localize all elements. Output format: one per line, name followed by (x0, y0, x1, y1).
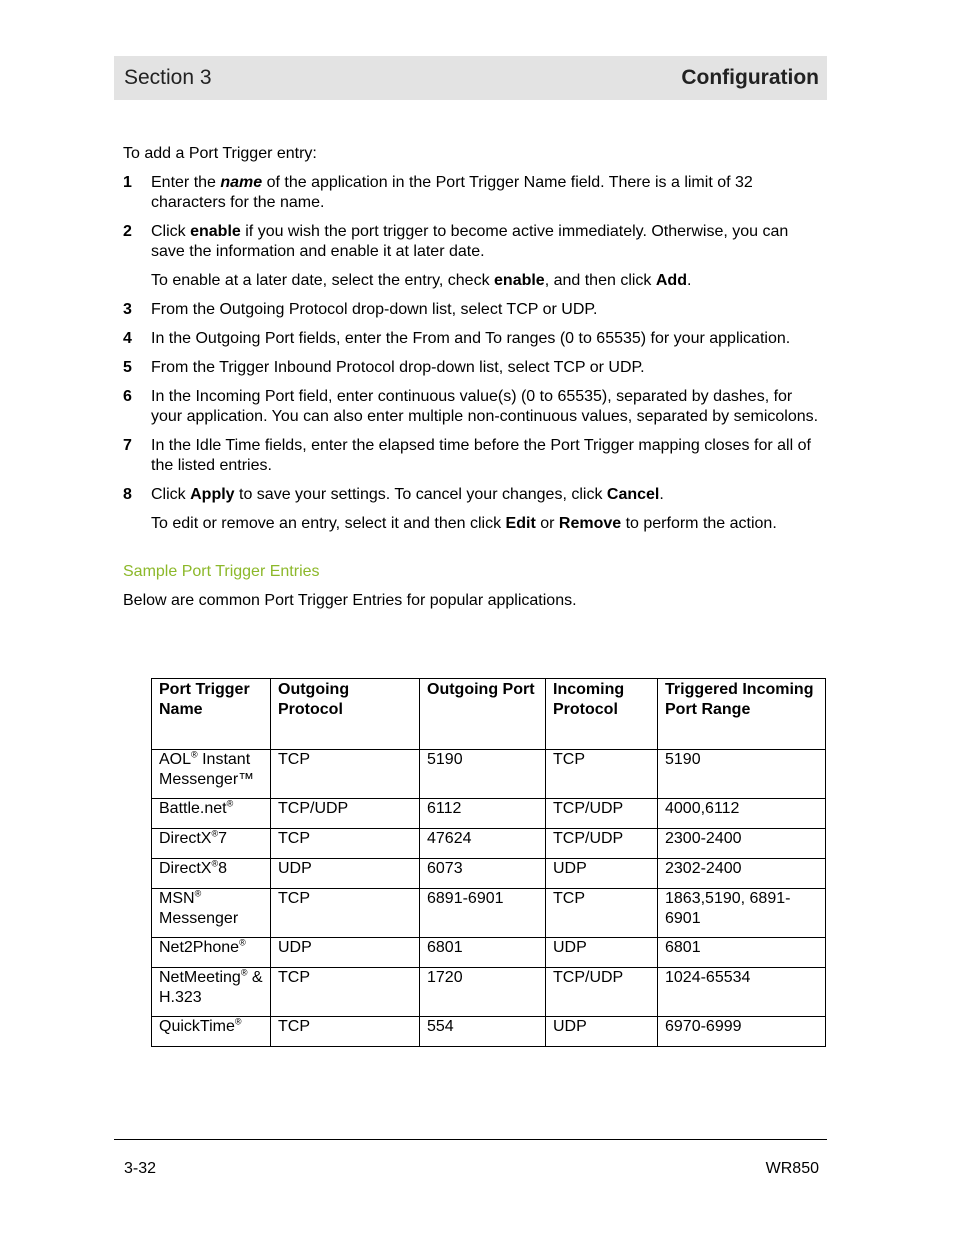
cell-outgoing-protocol: TCP (271, 1017, 420, 1047)
cell-outgoing-protocol: TCP (271, 968, 420, 1017)
section-title: Sample Port Trigger Entries (123, 563, 320, 580)
text-run: NetMeeting (159, 969, 241, 986)
cell-name (152, 750, 271, 799)
text-run: Click (151, 223, 191, 240)
section-lead: Below are common Port Trigger Entries for popular applications. (123, 592, 577, 609)
step-item (123, 222, 823, 262)
cell-incoming-protocol: UDP (546, 1017, 658, 1047)
cell-triggered-range: 6970-6999 (658, 1017, 826, 1047)
text-run: In the Idle Time fields, enter the elapsed time before the Port Trigger mapping closes for all of the listed entries. (151, 437, 811, 474)
text-run: QuickTime (159, 1018, 235, 1035)
step-number: 3 (123, 301, 132, 318)
text-run: of the application in the Port Trigger Name field. There is a limit of 32 characters for the name. (151, 174, 753, 211)
step-item (123, 329, 823, 349)
text-run: Instant Messenger™ (159, 751, 255, 788)
registered-mark: ® (239, 937, 246, 948)
cell-name (152, 968, 271, 1017)
step-number: 1 (123, 174, 132, 191)
table-row (152, 859, 826, 889)
col-header-outgoing-port: Outgoing Port (420, 679, 546, 750)
step-item (123, 173, 823, 213)
cell-name (152, 829, 271, 859)
step-number: 4 (123, 330, 132, 347)
footer-rule (114, 1139, 827, 1140)
emphasis-text: Remove (558, 515, 622, 532)
section-label: Section 3 (124, 66, 212, 89)
col-header-triggered-range: Triggered Incoming Port Range (658, 679, 826, 750)
cell-name (152, 859, 271, 889)
cell-triggered-range: 1863,5190, 6891-6901 (658, 889, 826, 938)
text-run: Battle.net (159, 800, 227, 817)
cell-outgoing-protocol: UDP (271, 938, 420, 968)
cell-outgoing-port: 47624 (420, 829, 546, 859)
text-run: to save your settings. To cancel your changes, click (234, 486, 607, 503)
text-run: Messenger (159, 910, 239, 927)
cell-outgoing-protocol: TCP (271, 750, 420, 799)
text-run: Click (151, 486, 191, 503)
cell-name (152, 1017, 271, 1047)
text-run: Net2Phone (159, 939, 240, 956)
text-run: Enter the (151, 174, 221, 191)
cell-triggered-range: 2300-2400 (658, 829, 826, 859)
table-row (152, 889, 826, 938)
text-run: From the Outgoing Protocol drop-down list, select TCP or UDP. (151, 301, 598, 318)
cell-incoming-protocol: TCP/UDP (546, 829, 658, 859)
text-run: DirectX (159, 860, 212, 877)
chapter-title: Configuration (681, 66, 819, 89)
cell-incoming-protocol: TCP (546, 889, 658, 938)
text-run: To enable at a later date, select the entry, check (151, 272, 495, 289)
page-header (114, 56, 827, 100)
emphasis-text: Cancel (606, 486, 660, 503)
text-run: or (535, 515, 559, 532)
cell-incoming-protocol: TCP/UDP (546, 968, 658, 1017)
text-run: In the Incoming Port field, enter continuous value(s) (0 to 65535), separated by dashes, for your application. You can also enter multiple non-continuous values, separated by semicolons. (151, 388, 819, 425)
step-item (123, 485, 823, 505)
cell-triggered-range: 6801 (658, 938, 826, 968)
emphasis-text: Add (655, 272, 687, 289)
table-row (152, 829, 826, 859)
text-run: 8 (218, 860, 227, 877)
cell-incoming-protocol: UDP (546, 938, 658, 968)
page-number: 3-32 (124, 1160, 157, 1177)
cell-outgoing-protocol: UDP (271, 859, 420, 889)
registered-mark: ® (211, 828, 219, 839)
col-header-incoming-protocol: Incoming Protocol (546, 679, 658, 750)
cell-outgoing-port: 6801 (420, 938, 546, 968)
step-note (123, 271, 823, 291)
registered-mark: ® (240, 967, 248, 978)
cell-incoming-protocol: UDP (546, 859, 658, 889)
registered-mark: ® (194, 888, 202, 899)
cell-outgoing-port: 6112 (420, 799, 546, 829)
product-model: WR850 (765, 1160, 819, 1177)
step-item (123, 300, 823, 320)
cell-outgoing-port: 554 (420, 1017, 546, 1047)
cell-name (152, 938, 271, 968)
table-row (152, 1017, 826, 1047)
steps-list (123, 173, 823, 534)
table-row (152, 968, 826, 1017)
table-row (152, 938, 826, 968)
text-run: , and then click (544, 272, 656, 289)
col-header-outgoing-protocol: Outgoing Protocol (271, 679, 420, 750)
registered-mark: ® (226, 798, 234, 809)
step-item (123, 387, 823, 427)
text-run: DirectX (159, 830, 212, 847)
step-number: 2 (123, 223, 132, 240)
emphasis-text: name (220, 174, 263, 191)
text-run: AOL (159, 751, 192, 768)
step-number: 7 (123, 437, 132, 454)
emphasis-text: Edit (505, 515, 536, 532)
emphasis-text: Apply (190, 486, 235, 503)
step-item (123, 436, 823, 476)
table-header-row (152, 679, 826, 750)
registered-mark: ® (234, 1016, 242, 1027)
table-body (152, 750, 826, 1047)
text-run: . (686, 272, 692, 289)
cell-incoming-protocol: TCP/UDP (546, 799, 658, 829)
cell-triggered-range: 4000,6112 (658, 799, 826, 829)
intro-text: To add a Port Trigger entry: (123, 145, 317, 162)
text-run: 7 (218, 830, 227, 847)
table-row (152, 750, 826, 799)
text-run: MSN (159, 890, 195, 907)
text-run: to perform the action. (621, 515, 777, 532)
registered-mark: ® (191, 749, 198, 760)
step-item (123, 358, 823, 378)
cell-outgoing-protocol: TCP/UDP (271, 799, 420, 829)
text-run: . (659, 486, 664, 503)
cell-triggered-range: 5190 (658, 750, 826, 799)
step-note (123, 514, 823, 534)
cell-triggered-range: 1024-65534 (658, 968, 826, 1017)
cell-name (152, 889, 271, 938)
table-row (152, 799, 826, 829)
port-trigger-table (151, 678, 826, 1047)
cell-incoming-protocol: TCP (546, 750, 658, 799)
cell-outgoing-port: 6073 (420, 859, 546, 889)
step-number: 5 (123, 359, 132, 376)
main-content (123, 144, 823, 620)
cell-outgoing-port: 1720 (420, 968, 546, 1017)
text-run: & H.323 (159, 969, 263, 1006)
step-number: 8 (123, 486, 132, 503)
cell-outgoing-port: 6891-6901 (420, 889, 546, 938)
text-run: From the Trigger Inbound Protocol drop-down list, select TCP or UDP. (151, 359, 645, 376)
step-number: 6 (123, 388, 132, 405)
emphasis-text: enable (190, 223, 241, 240)
cell-name (152, 799, 271, 829)
cell-outgoing-port: 5190 (420, 750, 546, 799)
text-run: if you wish the port trigger to become active immediately. Otherwise, you can save the information and enable it at later date. (151, 223, 789, 260)
cell-triggered-range: 2302-2400 (658, 859, 826, 889)
cell-outgoing-protocol: TCP (271, 889, 420, 938)
col-header-name: Port Trigger Name (152, 679, 271, 750)
registered-mark: ® (211, 858, 219, 869)
text-run: In the Outgoing Port fields, enter the From and To ranges (0 to 65535) for your application. (151, 330, 791, 347)
text-run: To edit or remove an entry, select it and then click (151, 515, 506, 532)
emphasis-text: enable (494, 272, 545, 289)
cell-outgoing-protocol: TCP (271, 829, 420, 859)
